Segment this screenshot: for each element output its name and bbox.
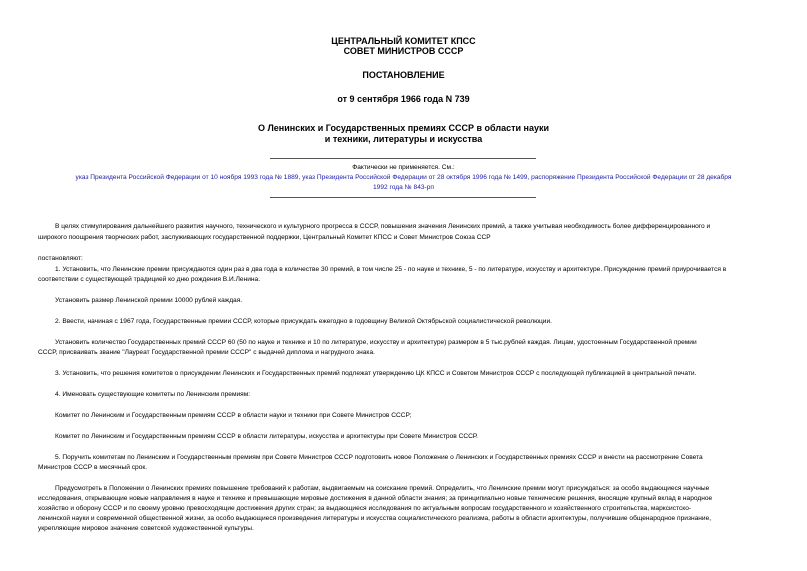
paragraph-6-line-1: Предусмотреть в Положении о Ленинских премиях повышение требований к работам, выдвигаемым на соискание премий. Определить, что Ленинские премии могут присуждаться: за особо выдающиеся научные	[55, 485, 710, 492]
top-divider	[270, 158, 536, 159]
paragraph-4: 4. Именовать существующие комитеты по Ленинским премиям:	[55, 391, 251, 398]
paragraph-2: 2. Ввести, начиная с 1967 года, Государственные премии СССР, которые присуждать ежегодно в годовщину Великой Октябрьской социалистической революции.	[55, 318, 553, 325]
paragraph-4-committee-arts: Комитет по Ленинским и Государственным премиям СССР в области литературы, искусства и архитектуры при Совете Министров СССР.	[55, 433, 478, 440]
org-line-1: ЦЕНТРАЛЬНЫЙ КОМИТЕТ КПСС	[331, 36, 476, 46]
paragraph-5-line-1: 5. Поручить комитетам по Ленинским и Государственным премиям при Совете Министров СССР подготовить новое Положение о Ленинских и Государственных премиях СССР и внести на рассмотрение Совета	[55, 454, 703, 461]
paragraph-6-line-5: укрепляющие мировое значение советской художественной культуры.	[38, 525, 254, 532]
paragraph-5-line-2: Министров СССР в месячный срок.	[38, 464, 148, 471]
document-type: ПОСТАНОВЛЕНИЕ	[362, 70, 445, 80]
document-title-line-2: и техники, литературы и искусства	[324, 134, 483, 144]
related-acts-link-line-2[interactable]: 1992 года № 843-рп	[373, 184, 434, 191]
document-date: от 9 сентября 1966 года N 739	[337, 94, 470, 104]
paragraph-3: 3. Установить, что решения комитетов о присуждении Ленинских и Государственных премий подлежат утверждению ЦК КПСС и Советом Министров СССР с последующей публикацией в центральной печати.	[55, 370, 697, 377]
paragraph-2-line-2: Установить количество Государственных премий СССР 60 (50 по науке и технике и 10 по литературе, искусству и архитектуре) размером в 5 тыс.рублей каждая. Лицам, удостоенным Государственной премии	[55, 339, 697, 346]
intro-line-2: широкого поощрения творческих работ, заслуживающих государственной поддержки, Центральный Комитет КПСС и Совет Министров Союза ССР	[38, 234, 491, 241]
paragraph-6-line-3: хозяйство и оборону СССР и по своему уровню превосходящие достижения других стран; за выдающиеся исследования по актуальным вопросам государственного и хозяйственного строительства, марксистско-	[38, 505, 692, 512]
paragraph-2-line-3: СССР, присваивать звание "Лауреат Государственной премии СССР" с выдачей диплома и нагрудного знака.	[38, 349, 375, 356]
document-title-line-1: О Ленинских и Государственных премиях СССР в области науки	[257, 123, 550, 133]
decree-word: постановляют:	[38, 255, 83, 262]
status-notice: Фактически не применяется. См.:	[352, 164, 455, 171]
related-acts-link-line-1[interactable]: указ Президента Российской Федерации от 10 ноября 1993 года № 1889, указ Президента Российской Федерации от 28 октября 1996 года № 1499, распоряжение Президента Российской Федерации от 28 декабря	[75, 174, 732, 181]
paragraph-4-committee-science: Комитет по Ленинским и Государственным премиям СССР в области науки и техники при Совете Министров СССР;	[55, 412, 412, 419]
paragraph-1-line-1: 1. Установить, что Ленинские премии присуждаются один раз в два года в количестве 30 премий, в том числе 25 - по науке и технике, 5 - по литературе, искусству и архитектуре. Присуждение премий приурочивается в	[55, 266, 727, 273]
paragraph-6-line-2: исследования, открывающие новые направления в науке и технике и превышающие мировые достижения в данной области знания; за принципиально новые технические решения, вносящие крупный вклад в народное	[38, 495, 713, 502]
paragraph-1-line-2: соответствии с существующей традицией ко дню рождения В.И.Ленина.	[38, 276, 261, 283]
paragraph-6-line-4: ленинской науки и современной общественной жизни, за особо выдающиеся произведения литературы и искусства социалистического реализма, работы в области архитектуры, получившие общенародное признание,	[38, 515, 712, 522]
bottom-divider	[270, 197, 536, 198]
paragraph-1-prize-amount: Установить размер Ленинской премии 10000 рублей каждая.	[55, 297, 243, 304]
intro-line-1: В целях стимулирования дальнейшего развития научного, технического и культурного прогресса в СССР, повышения значения Ленинских премий, а также учитывая необходимость более дифференцированного и	[55, 223, 711, 230]
org-line-2: СОВЕТ МИНИСТРОВ СССР	[343, 46, 464, 56]
